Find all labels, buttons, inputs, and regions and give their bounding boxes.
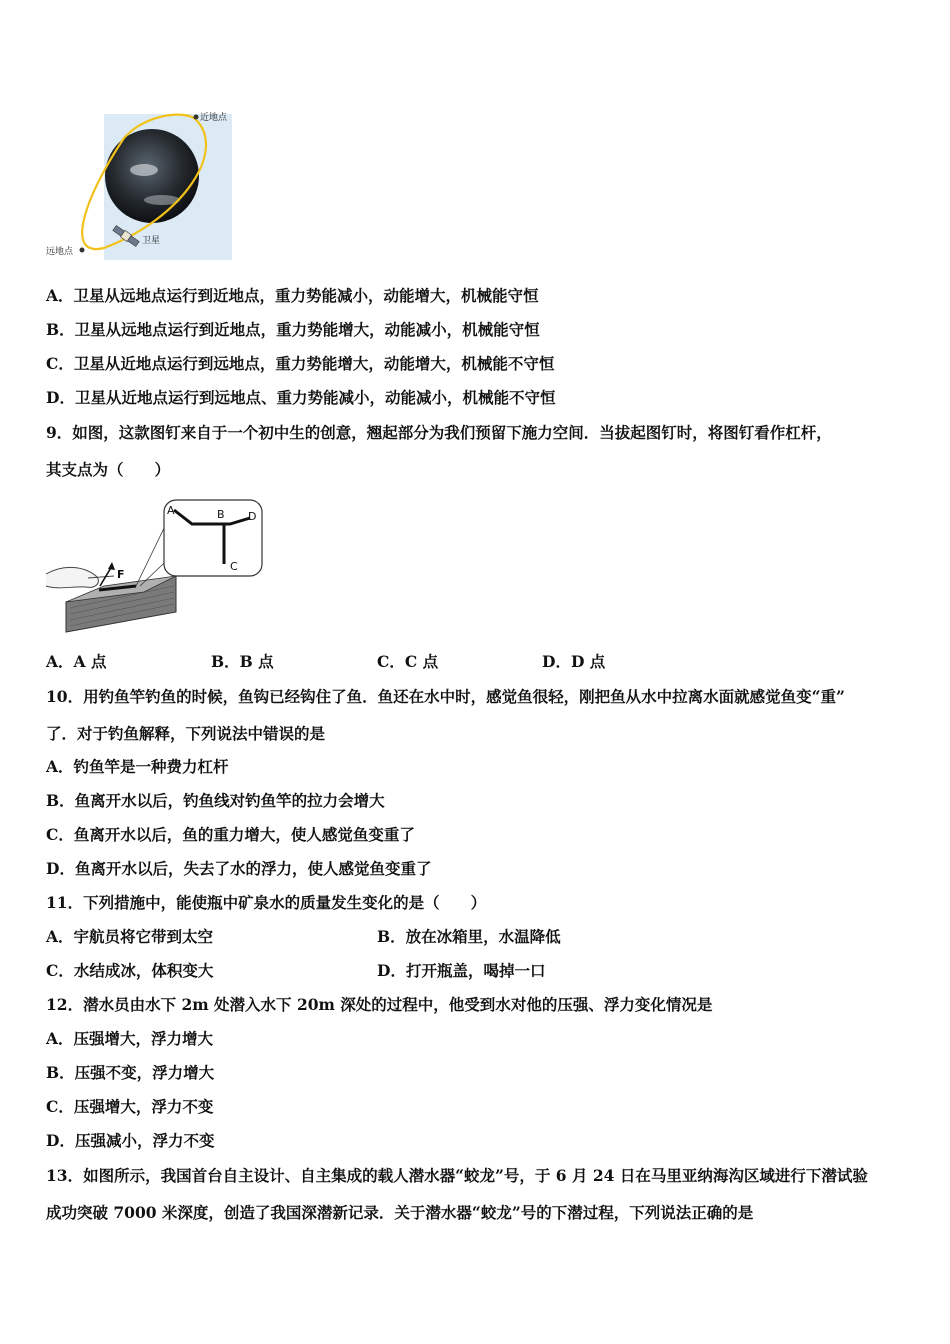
point-b-label: B [217,508,225,521]
q8-option-b: B．卫星从远地点运行到近地点，重力势能增大，动能减小，机械能守恒 [46,320,540,339]
q11-option-b: B．放在冰箱里，水温降低 [377,927,561,946]
q10-option-a: A．钓鱼竿是一种费力杠杆 [46,757,229,776]
perigee-label: 近地点 [200,113,228,123]
q11-option-a: A．宇航员将它带到太空 [46,927,214,946]
q9-option-a: A．A 点 [46,652,107,671]
point-d-label: D [248,510,257,523]
earth [105,129,199,223]
q12-stem: 12．潜水员由水下 2m 处潜入水下 20m 深处的过程中，他受到水对他的压强、浮力变化情况是 [46,995,713,1014]
q8-option-d: D．卫星从近地点运行到远地点、重力势能减小，动能减小，机械能不守恒 [46,388,556,407]
q12-option-a: A．压强增大，浮力增大 [46,1029,214,1048]
q13-stem-line1: 13．如图所示，我国首台自主设计、自主集成的载人潜水器“蛟龙”号，于 6 月 24 日在马里亚纳海沟区域进行下潜试验 [46,1166,868,1185]
q11-stem: 11．下列措施中，能使瓶中矿泉水的质量发生变化的是（ ） [46,893,487,912]
q8-option-a: A．卫星从远地点运行到近地点，重力势能减小，动能增大，机械能守恒 [46,286,539,305]
q10-option-c: C．鱼离开水以后，鱼的重力增大，使人感觉鱼变重了 [46,825,415,844]
point-c-label: C [230,560,238,573]
q12-option-d: D．压强减小，浮力不变 [46,1131,215,1150]
q12-option-c: C．压强增大，浮力不变 [46,1097,214,1116]
q10-stem-line1: 10．用钓鱼竿钓鱼的时候，鱼钩已经钩住了鱼．鱼还在水中时，感觉鱼很轻，刚把鱼从水中拉离水面就感觉鱼变“重” [46,687,845,706]
q9-stem-line1: 9．如图，这款图钉来自于一个初中生的创意，翘起部分为我们预留下施力空间．当拔起图钉时，将图钉看作杠杆， [46,423,832,442]
satellite-label: 卫星 [142,236,161,246]
perigee-point [194,115,199,120]
q11-option-c: C．水结成冰，体积变大 [46,961,214,980]
apogee-label: 远地点 [46,247,74,257]
q9-option-c: C．C 点 [377,652,439,671]
q9-option-b: B．B 点 [211,652,274,671]
q10-stem-line2: 了．对于钓鱼解释，下列说法中错误的是 [46,724,326,743]
q11-option-d: D．打开瓶盖，喝掉一口 [377,961,546,980]
q10-option-d: D．鱼离开水以后，失去了水的浮力，使人感觉鱼变重了 [46,859,432,878]
q9-stem-line2: 其支点为（ ） [46,460,171,479]
q8-option-c: C．卫星从近地点运行到远地点，重力势能增大，动能增大，机械能不守恒 [46,354,555,373]
orbit-figure [44,108,236,263]
point-a-label: A [167,504,175,517]
q13-stem-line2: 成功突破 7000 米深度，创造了我国深潜新记录．关于潜水器“蛟龙”号的下潜过程，下列说法正确的是 [46,1203,754,1222]
force-label: F [117,568,125,581]
q9-option-d: D．D 点 [542,652,606,671]
apogee-point [80,248,85,253]
q12-option-b: B．压强不变，浮力增大 [46,1063,215,1082]
pushpin-figure [44,494,266,636]
q10-option-b: B．鱼离开水以后，钓鱼线对钓鱼竿的拉力会增大 [46,791,385,810]
